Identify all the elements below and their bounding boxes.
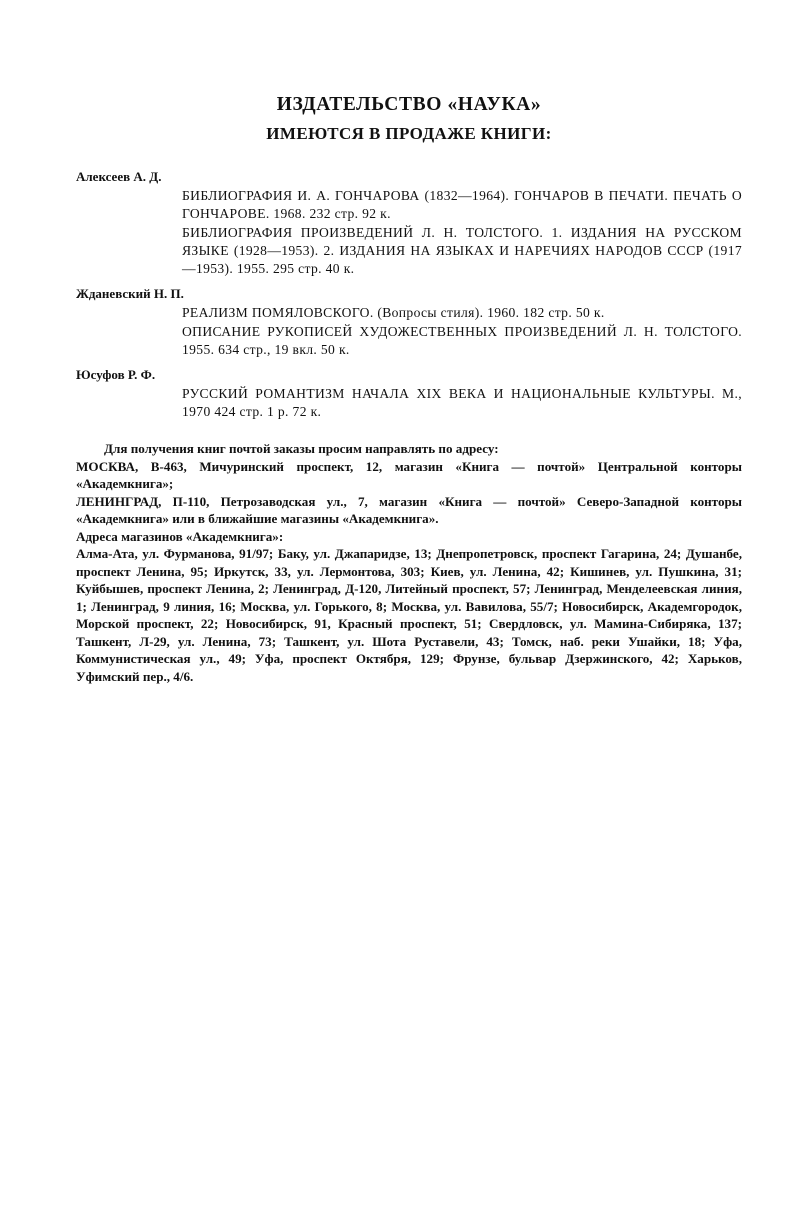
author-name: Юсуфов Р. Ф. — [76, 367, 156, 382]
ordering-info — [76, 440, 742, 685]
book-entry: РЕАЛИЗМ ПОМЯЛОВСКОГО. (Вопросы стиля). 1960. 182 стр. 50 к. — [182, 305, 605, 320]
book-list — [76, 168, 742, 421]
book-entry: ОПИСАНИЕ РУКОПИСЕЙ ХУДОЖЕСТВЕННЫХ ПРОИЗВЕДЕНИЙ Л. Н. ТОЛСТОГО. 1955. 634 стр., 19 вкл. 50 к. — [182, 324, 742, 357]
author-name: Алексеев А. Д. — [76, 169, 162, 184]
leningrad-address: ЛЕНИНГРАД, П-110, Петрозаводская ул., 7, магазин «Книга — почтой» Северо-Западной конторы «Академкнига» или в ближайшие магазины «Академкнига». — [76, 493, 742, 526]
book-entry: БИБЛИОГРАФИЯ И. А. ГОНЧАРОВА (1832—1964). ГОНЧАРОВ В ПЕЧАТИ. ПЕЧАТЬ О ГОНЧАРОВЕ. 1968. 232 стр. 92 к. — [182, 188, 742, 221]
page-subtitle: ИМЕЮТСЯ В ПРОДАЖЕ КНИГИ: — [266, 124, 552, 143]
shops-heading: Адреса магазинов «Академкнига»: — [76, 528, 284, 544]
page — [76, 92, 742, 685]
moscow-address: МОСКВА, В-463, Мичуринский проспект, 12, магазин «Книга — почтой» Центральной конторы «Академкнига»; — [76, 458, 742, 491]
book-entry: РУССКИЙ РОМАНТИЗМ НАЧАЛА XIX ВЕКА И НАЦИОНАЛЬНЫЕ КУЛЬТУРЫ. М., 1970 424 стр. 1 р. 72 к. — [182, 386, 742, 419]
book-entry: БИБЛИОГРАФИЯ ПРОИЗВЕДЕНИЙ Л. Н. ТОЛСТОГО. 1. ИЗДАНИЯ НА РУССКОМ ЯЗЫКЕ (1928—1953). 2. ИЗДАНИЯ НА ЯЗЫКАХ И НАРЕЧИЯХ НАРОДОВ СССР (1917—1953). 1955. 295 стр. 40 к. — [182, 225, 742, 276]
author-name: Жданевский Н. П. — [76, 286, 184, 301]
ordering-intro: Для получения книг почтой заказы просим направлять по адресу: — [104, 441, 499, 456]
shops-list: Алма-Ата, ул. Фурманова, 91/97; Баку, ул. Джапаридзе, 13; Днепропетровск, проспект Гагарина, 24; Душанбе, проспект Ленина, 95; Иркутск, 33, ул. Лермонтова, 303; Киев, ул. Ленина, 42; Кишинев, ул. Пушкина, 31; Куйбышев, проспект Ленина, 2; Ленинград, Д-120, Литейный проспект, 57; Ленинград, Менделеевская линия, 1; Ленинград, 9 линия, 16; Москва, ул. Горького, 8; Москва, ул. Вавилова, 55/7; Новосибирск, Академгородок, Морской проспект, 22; Новосибирск, 91, Красный проспект, 51; Свердловск, ул. Мамина-Сибиряка, 137; Ташкент, Л-29, ул. Ленина, 73; Ташкент, ул. Шота Руставели, 43; Томск, наб. реки Ушайки, 18; Уфа, Коммунистическая ул., 49; Уфа, проспект Октября, 129; Фрунзе, бульвар Дзержинского, 42; Харьков, Уфимский пер., 4/6. — [76, 546, 742, 684]
publisher-title: ИЗДАТЕЛЬСТВО «НАУКА» — [276, 94, 542, 115]
